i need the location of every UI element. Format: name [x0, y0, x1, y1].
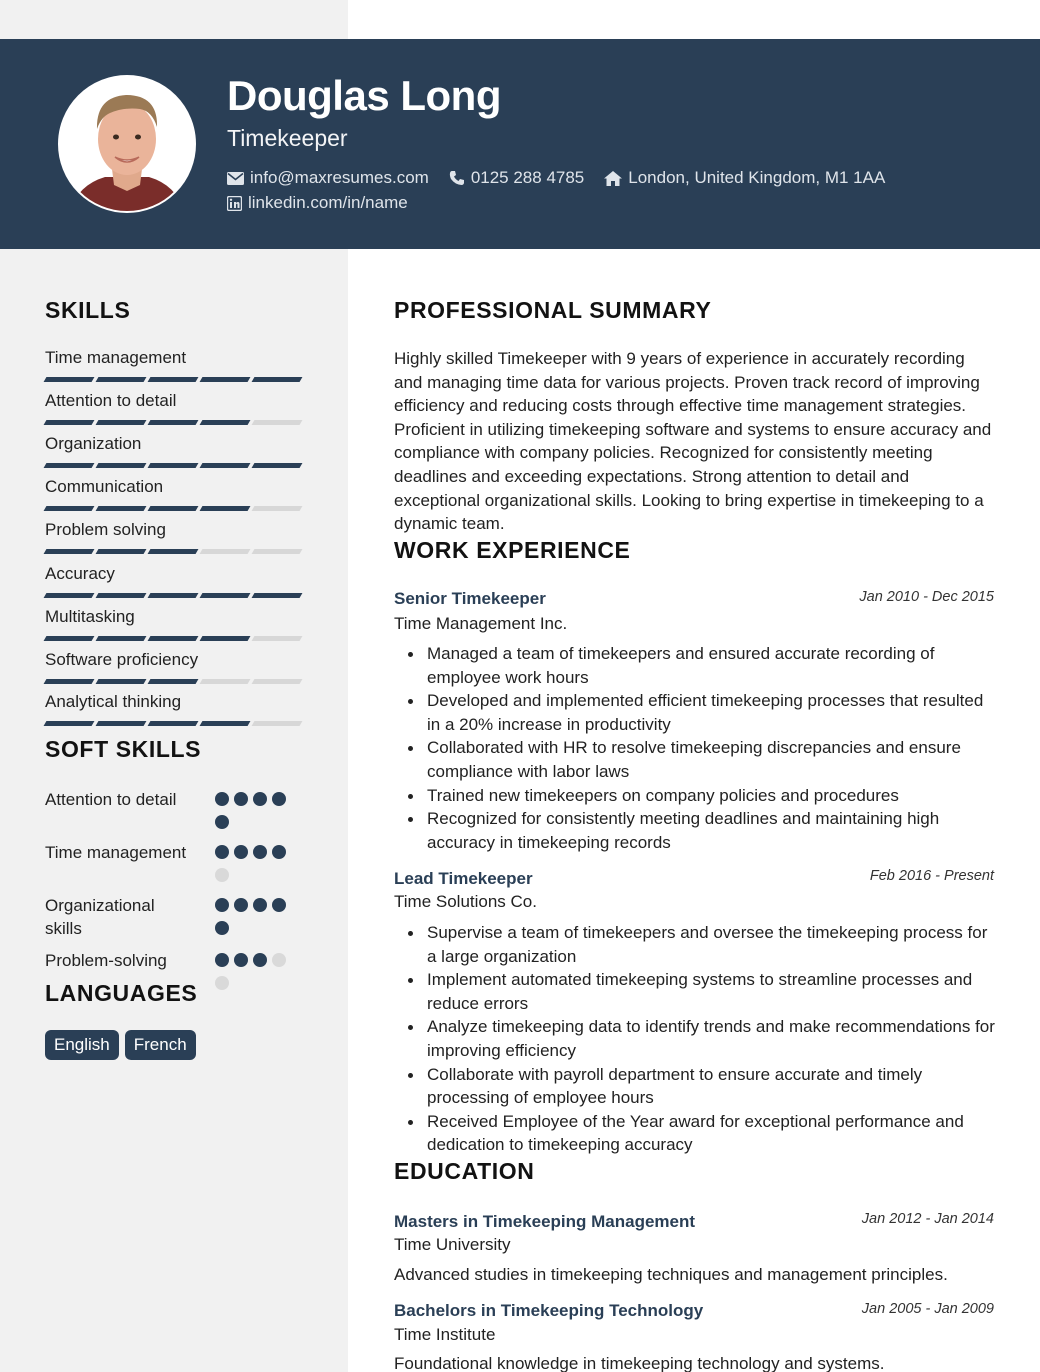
- rating-dot: [215, 815, 229, 829]
- languages-list: [45, 1030, 196, 1060]
- job-bullet: Analyze timekeeping data to identify trends and make recommendations for improving efficiency: [394, 1015, 998, 1062]
- skill-level-segment: [44, 377, 95, 382]
- contact-row: [227, 167, 905, 189]
- skill-level-segment: [96, 506, 147, 511]
- summary-title: PROFESSIONAL SUMMARY: [394, 297, 712, 323]
- skill-level-segment: [44, 463, 95, 468]
- job-bullets: [394, 642, 998, 854]
- skill-level-segment: [96, 679, 147, 684]
- job-bullet: Collaborate with payroll department to ensure accurate and timely processing of employee hours: [394, 1063, 998, 1110]
- skill-label: Organization: [45, 434, 142, 453]
- school-name: Time Institute: [394, 1325, 496, 1344]
- skill-level-segment: [96, 463, 147, 468]
- skill-level-segment: [148, 549, 199, 554]
- job-title: Senior Timekeeper: [394, 589, 546, 608]
- skills-title: SKILLS: [45, 297, 131, 323]
- skill-level-bar: [45, 463, 305, 468]
- candidate-title: Timekeeper: [227, 125, 348, 151]
- skill-item: [45, 433, 305, 468]
- skill-level-segment: [148, 420, 199, 425]
- skill-level-bar: [45, 549, 305, 554]
- degree-description: Foundational knowledge in timekeeping technology and systems.: [394, 1354, 885, 1372]
- skill-level-segment: [200, 420, 251, 425]
- job-date: Feb 2016 - Present: [869, 868, 994, 884]
- skill-level-bar: [45, 420, 305, 425]
- skill-level-segment: [148, 463, 199, 468]
- rating-dot: [253, 845, 267, 859]
- skill-level-segment: [44, 721, 95, 726]
- skill-level-segment: [44, 506, 95, 511]
- skill-level-segment: [44, 679, 95, 684]
- rating-dot: [215, 868, 229, 882]
- skill-level-segment: [148, 721, 199, 726]
- rating-dot: [272, 953, 286, 967]
- skill-item: [45, 390, 305, 425]
- soft-skill-label: Time management: [45, 843, 187, 862]
- skill-level-segment: [96, 636, 147, 641]
- contact-address: [604, 167, 885, 189]
- soft-skill-label: Problem-solving: [45, 951, 167, 970]
- address-text: London, United Kingdom, M1 1AA: [628, 168, 886, 187]
- soft-skill-label: Attention to detail: [45, 790, 177, 809]
- rating-dot: [272, 792, 286, 806]
- rating-dot: [253, 953, 267, 967]
- skill-level-segment: [252, 377, 303, 382]
- skill-item: [45, 649, 305, 684]
- skill-label: Multitasking: [45, 607, 135, 626]
- skill-label: Problem solving: [45, 520, 166, 539]
- skill-level-segment: [200, 506, 251, 511]
- phone-icon: [449, 170, 465, 186]
- skill-item: [45, 476, 305, 511]
- job-title: Lead Timekeeper: [394, 869, 533, 888]
- skill-item: [45, 691, 305, 726]
- skill-level-segment: [96, 593, 147, 598]
- skill-level-segment: [200, 679, 251, 684]
- skill-level-segment: [200, 593, 251, 598]
- job-bullet: Trained new timekeepers on company policies and procedures: [394, 784, 998, 808]
- skill-level-segment: [148, 679, 199, 684]
- skill-level-segment: [96, 420, 147, 425]
- contact-email[interactable]: [227, 167, 429, 189]
- language-badge: English: [45, 1030, 119, 1060]
- skill-level-bar: [45, 377, 305, 382]
- job-bullet: Recognized for consistently meeting deadlines and maintaining high accuracy in timekeeping records: [394, 807, 998, 854]
- rating-dot: [234, 898, 248, 912]
- summary-text: Highly skilled Timekeeper with 9 years of experience in accurately recording and managing time data for various projects. Proven track record of improving efficiency and reducing costs through effective time management strategies. Proficient in utilizing timekeeping software and systems to ensure accuracy and compliance with company policies. Recognized for consistently meeting deadlines and exceeding expectations. Strong attention to detail and exceptional organizational skills. Looking to bring expertise in timekeeping to a dynamic team.: [394, 349, 992, 534]
- rating-dot: [272, 845, 286, 859]
- job-bullet: Collaborated with HR to resolve timekeeping discrepancies and ensure compliance with labor laws: [394, 736, 998, 783]
- degree-description: Advanced studies in timekeeping techniques and management principles.: [394, 1265, 948, 1284]
- job-company: Time Solutions Co.: [394, 892, 537, 911]
- job-bullet: Supervise a team of timekeepers and oversee the timekeeping process for a large organization: [394, 921, 998, 968]
- envelope-icon: [227, 172, 244, 185]
- linkedin-icon: [227, 196, 242, 211]
- rating-dot: [215, 792, 229, 806]
- rating-dot: [215, 921, 229, 935]
- skill-level-bar: [45, 636, 305, 641]
- degree-title: Bachelors in Timekeeping Technology: [394, 1301, 704, 1320]
- skill-level-bar: [45, 721, 305, 726]
- rating-dot: [234, 953, 248, 967]
- skill-level-segment: [148, 377, 199, 382]
- job-bullets: [394, 921, 998, 1157]
- skill-level-bar: [45, 593, 305, 598]
- skill-level-segment: [200, 721, 251, 726]
- job-bullet: Developed and implemented efficient timekeeping processes that resulted in a 20% increase in productivity: [394, 689, 998, 736]
- rating-dot: [215, 976, 229, 990]
- skill-level-segment: [252, 593, 303, 598]
- skill-level-segment: [200, 463, 251, 468]
- skill-item: [45, 347, 305, 382]
- avatar: [58, 75, 196, 213]
- skill-level-segment: [96, 549, 147, 554]
- soft-skill-label: Organizational skills: [45, 896, 155, 938]
- skill-item: [45, 606, 305, 641]
- soft-skills-title: SOFT SKILLS: [45, 736, 202, 762]
- skill-label: Attention to detail: [45, 391, 177, 410]
- skill-level-segment: [44, 420, 95, 425]
- contact-row-linkedin: [227, 192, 428, 214]
- skill-level-segment: [252, 463, 303, 468]
- skill-level-segment: [96, 721, 147, 726]
- phone-text: 0125 288 4785: [470, 168, 585, 187]
- skill-level-segment: [148, 593, 199, 598]
- job-bullet: Received Employee of the Year award for exceptional performance and dedication to timekeeping accuracy: [394, 1110, 998, 1157]
- skill-level-segment: [252, 549, 303, 554]
- skill-label: Communication: [45, 477, 164, 496]
- rating-dot: [215, 845, 229, 859]
- skill-level-segment: [44, 549, 95, 554]
- experience-title: WORK EXPERIENCE: [394, 537, 631, 563]
- job-company: Time Management Inc.: [394, 614, 568, 633]
- rating-dot: [272, 898, 286, 912]
- resume-header: [0, 39, 1040, 249]
- degree-date: Jan 2005 - Jan 2009: [861, 1301, 994, 1317]
- languages-title: LANGUAGES: [45, 980, 198, 1006]
- skill-level-segment: [252, 506, 303, 511]
- skill-level-segment: [148, 506, 199, 511]
- skill-level-segment: [148, 636, 199, 641]
- skill-item: [45, 519, 305, 554]
- skill-level-segment: [252, 636, 303, 641]
- job-bullet: Implement automated timekeeping systems to streamline processes and reduce errors: [394, 968, 998, 1015]
- candidate-name: Douglas Long: [227, 72, 501, 119]
- home-icon: [604, 171, 622, 186]
- skill-level-segment: [44, 593, 95, 598]
- skill-level-bar: [45, 679, 305, 684]
- skill-label: Time management: [45, 348, 187, 367]
- skill-level-segment: [44, 636, 95, 641]
- rating-dot: [253, 792, 267, 806]
- job-date: Jan 2010 - Dec 2015: [859, 589, 994, 605]
- job-bullet: Managed a team of timekeepers and ensured accurate recording of employee work hours: [394, 642, 998, 689]
- rating-dot: [215, 898, 229, 912]
- skill-level-segment: [200, 549, 251, 554]
- skill-level-segment: [252, 679, 303, 684]
- rating-dot: [215, 953, 229, 967]
- email-text: info@maxresumes.com: [250, 168, 429, 187]
- degree-date: Jan 2012 - Jan 2014: [861, 1211, 994, 1227]
- rating-dot: [234, 845, 248, 859]
- contact-phone[interactable]: [449, 167, 584, 189]
- skill-level-bar: [45, 506, 305, 511]
- education-title: EDUCATION: [394, 1158, 535, 1184]
- skill-label: Software proficiency: [45, 650, 199, 669]
- skill-level-segment: [252, 420, 303, 425]
- skill-item: [45, 563, 305, 598]
- school-name: Time University: [394, 1235, 511, 1254]
- language-badge: French: [125, 1030, 196, 1060]
- rating-dot: [253, 898, 267, 912]
- skill-level-segment: [96, 377, 147, 382]
- skill-level-segment: [200, 636, 251, 641]
- skill-label: Accuracy: [45, 564, 115, 583]
- rating-dot: [234, 792, 248, 806]
- contact-linkedin[interactable]: [227, 192, 408, 214]
- linkedin-text: linkedin.com/in/name: [248, 193, 408, 212]
- skill-label: Analytical thinking: [45, 692, 182, 711]
- skill-level-segment: [200, 377, 251, 382]
- degree-title: Masters in Timekeeping Management: [394, 1212, 696, 1231]
- skill-level-segment: [252, 721, 303, 726]
